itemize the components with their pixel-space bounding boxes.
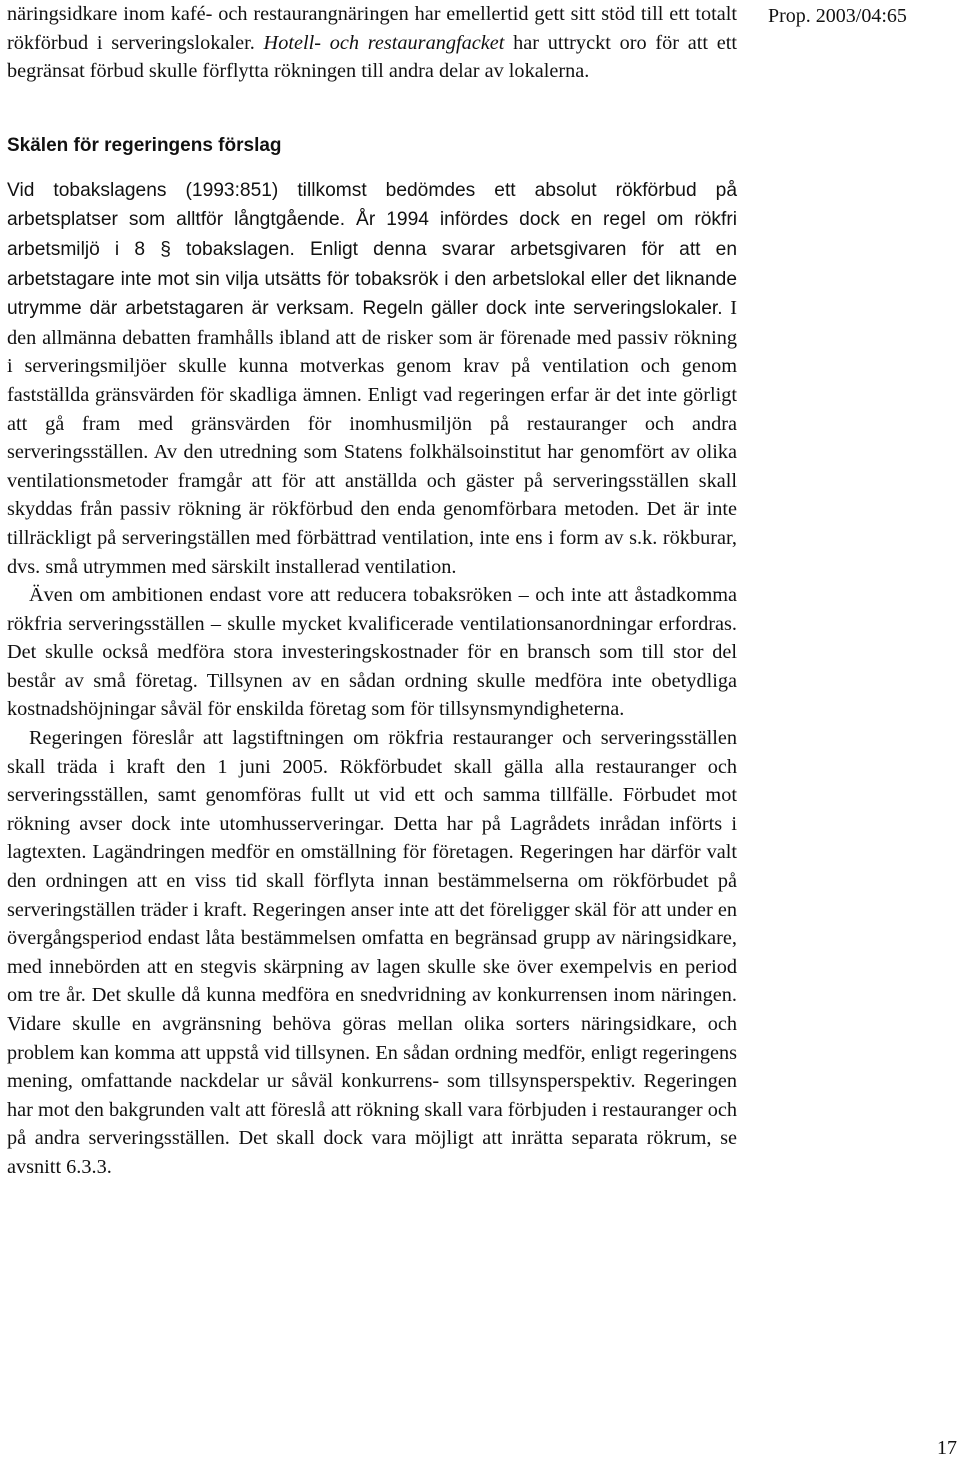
body-paragraph-1-sans: Vid tobakslagens (1993:851) tillkomst bedömdes ett absolut rökförbud på arbetsplatser som alltför långtgående. År 1994 infördes dock en regel om rökfri arbetsmiljö i 8 § tobakslagen. Enligt denna svarar arbetsgivaren för att en arbetstagare inte mot sin vilja utsätts för tobaksrök i den arbetslokal eller det liknande utrymme där arbetstagaren är verksam. Regeln gäller dock inte serveringslokaler. bbox=[7, 179, 737, 320]
body-paragraph-1 bbox=[7, 176, 737, 581]
page-number: 17 bbox=[937, 1437, 957, 1459]
intro-paragraph bbox=[7, 0, 737, 86]
intro-text-1: näringsidkare inom kafé- och restaurangnäringen har emellertid gett sitt stöd till ett totalt rökförbud i serveringslokaler. bbox=[7, 3, 737, 54]
intro-text-2: har uttryckt oro för att ett begränsat förbud skulle förflytta rökningen till andra delar av lokalerna. bbox=[7, 31, 737, 83]
section-heading: Skälen för regeringens förslag bbox=[7, 134, 282, 156]
intro-italic-text: Hotell- och restaurangfacket bbox=[263, 31, 505, 54]
proposition-reference: Prop. 2003/04:65 bbox=[768, 5, 907, 27]
body-paragraph-1-serif: I den allmänna debatten framhålls ibland att de risker som är förenade med passiv rökning i serveringsmiljöer skulle kunna motverkas genom krav på ventilation och genom fastställda gränsvärden för skadliga ämnen. Enligt vad regeringen erfar är det inte görligt att gå fram med gränsvärden för inomhusmiljön på restauranger och andra serveringsställen. Av den utredning som Statens folkhälsoinstitut har genomfört av olika ventilationsmetoder framgår att för att anställda och gäster på serveringsställen skall skyddas från passiv rökning är rökförbud den enda genomförbara metoden. Det är inte tillräckligt på serveringställen med förbättrad ventilation, inte ens i form av s.k. rökburar, dvs. små utrymmen med särskilt installerad ventilation. bbox=[7, 297, 737, 578]
body-paragraph-3: Regeringen föreslår att lagstiftningen om rökfria restauranger och serveringsställen skall träda i kraft den 1 juni 2005. Rökförbudet skall gälla alla restauranger och serveringsställen, samt genomföras fullt ut vid ett och samma tillfälle. Förbudet mot rökning avser dock inte utomhusserveringar. Detta har på Lagrådets inrådan införts i lagtexten. Lagändringen medför en omställning för företagen. Regeringen har därför valt den ordningen att en viss tid skall förflyta innan bestämmelserna om rökförbudet på serveringställen träder i kraft. Regeringen anser inte att det föreligger skäl för att under en övergångsperiod endast låta bestämmelsen omfatta en begränsad grupp av näringsidkare, med innebörden att en stegvis skärpning av lagen skulle ske över exempelvis en period om tre år. Det skulle då kunna medföra en snedvridning av konkurrensen inom näringen. Vidare skulle en avgränsning behöva göras mellan olika sorters näringsidkare, och problem kan komma att uppstå vid tillsynen. En sådan ordning medför, enligt regeringens mening, omfattande nackdelar ur såväl konkurrens- som tillsynsperspektiv. Regeringen har mot den bakgrunden valt att föreslå att rökning skall vara förbjuden i restauranger och på andra serveringsställen. Det skall dock vara möjligt att inrätta separata rökrum, se avsnitt 6.3.3. bbox=[7, 727, 737, 1178]
main-text-column bbox=[7, 0, 737, 1182]
body-paragraph-2: Även om ambitionen endast vore att reducera tobaksröken – och inte att åstadkomma rökfria serveringsställen – skulle mycket kvalificerade ventilationsanordningar erfordras. Det skulle också medföra stora investeringskostnader för en bransch som till stor del består av små företag. Tillsynen av en sådan ordning skulle medföra inte obetydliga kostnadshöjningar såväl för enskilda företag som för tillsynsmyndigheterna. bbox=[7, 584, 737, 721]
